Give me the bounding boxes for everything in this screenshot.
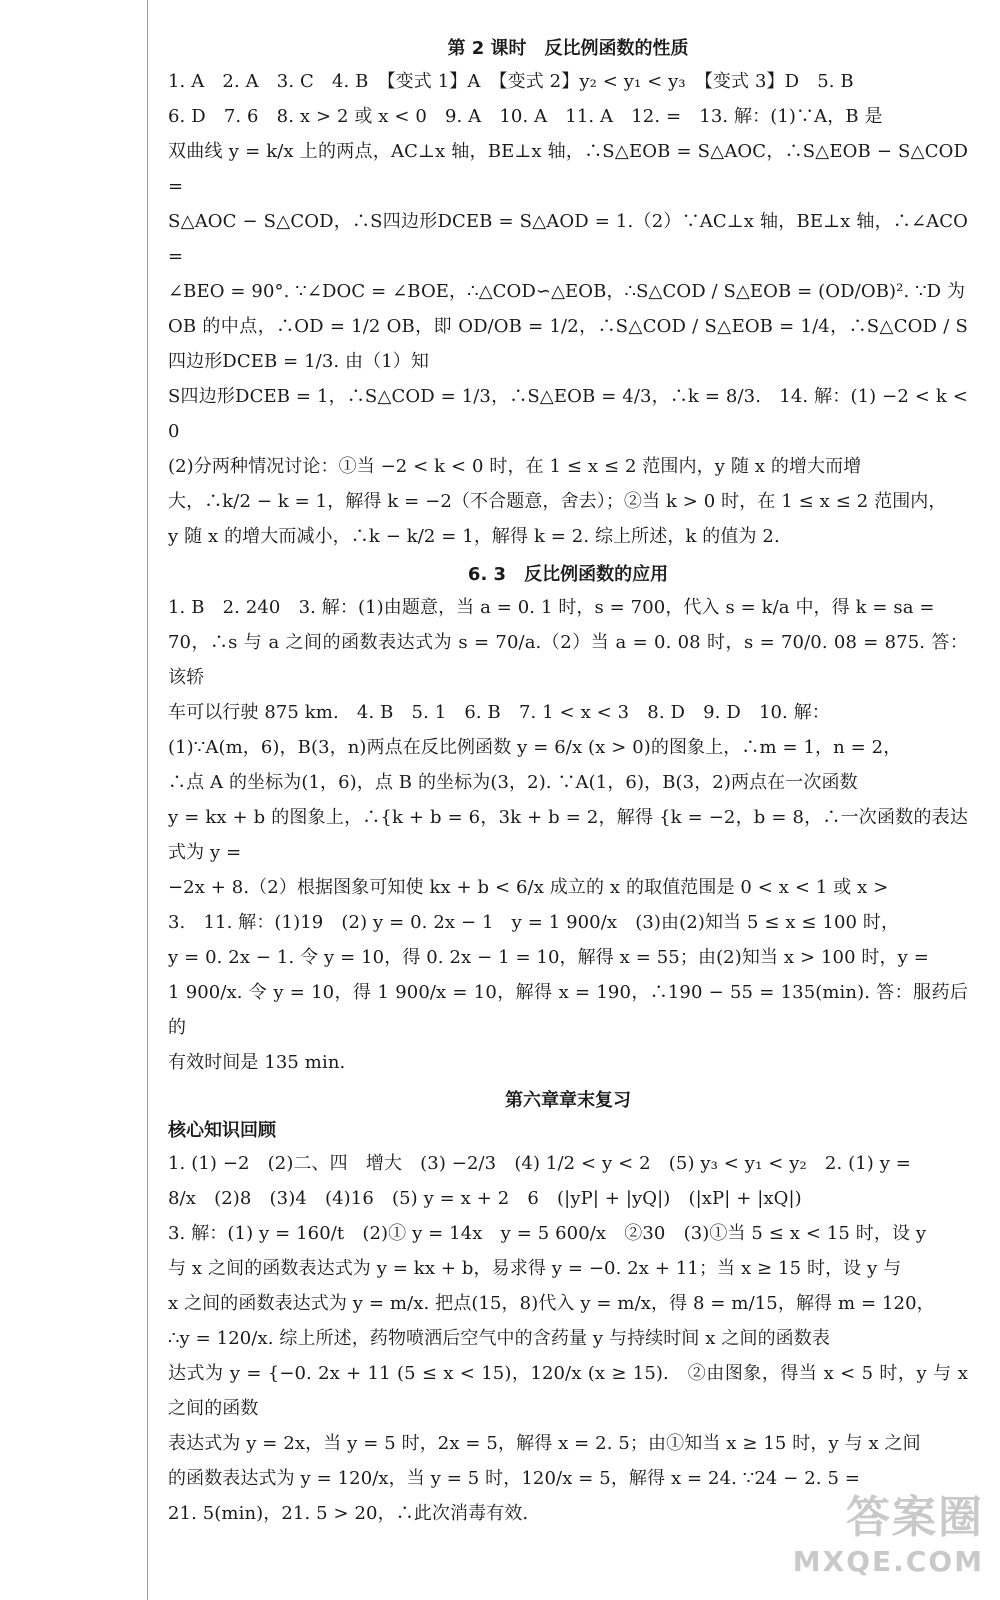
section-title: 6. 3 反比例函数的应用 <box>467 564 669 585</box>
text-line: 1. (1) −2 (2)二、四 增大 (3) −2/3 (4) 1/2 < y < 2 (5) y₃ < y₁ < y₂ 2. (1) y = <box>168 1153 911 1174</box>
text-line: y = kx + b 的图象上，∴{k + b = 6，3k + b = 2，解得 {k = −2，b = 8，∴一次函数的表达式为 y = <box>168 807 968 863</box>
page-margin-rule <box>147 0 148 1600</box>
text-line: 与 x 之间的函数表达式为 y = kx + b，易求得 y = −0. 2x + 11；当 x ≥ 15 时，设 y 与 <box>168 1258 902 1279</box>
text-line: 双曲线 y = k/x 上的两点，AC⊥x 轴，BE⊥x 轴，∴S△EOB = S△AOC，∴S△EOB − S△COD = <box>168 141 968 197</box>
section-title: 第六章章末复习 <box>505 1090 631 1111</box>
text-line: 的函数表达式为 y = 120/x，当 y = 5 时，120/x = 5，解得 x = 24. ∵24 − 2. 5 = <box>168 1468 861 1489</box>
text-line: ∠BEO = 90°. ∵∠DOC = ∠BOE，∴△COD∽△EOB，∴S△COD / S△EOB = (OD/OB)². ∵D 为 <box>168 281 966 302</box>
text-line: 3. 解：(1) y = 160/t (2)① y = 14x y = 5 600/x ②30 (3)①当 5 ≤ x < 15 时，设 y <box>168 1223 927 1244</box>
text-line: 70，∴s 与 a 之间的函数表达式为 s = 70/a.（2）当 a = 0. 08 时，s = 70/0. 08 = 875. 答：该轿 <box>168 632 968 688</box>
text-line: S四边形DCEB = 1，∴S△COD = 1/3，∴S△EOB = 4/3，∴k = 8/3. 14. 解：(1) −2 < k < 0 <box>168 386 968 442</box>
section-subheading: 核心知识回顾 <box>168 1120 276 1141</box>
watermark-text: 答案圈 <box>846 1492 984 1543</box>
text-line: (2)分两种情况讨论：①当 −2 < k < 0 时，在 1 ≤ x ≤ 2 范围内，y 随 x 的增大而增 <box>168 456 862 477</box>
text-line: ∴点 A 的坐标为(1，6)，点 B 的坐标为(3，2). ∵A(1，6)，B(3，2)两点在一次函数 <box>168 772 858 793</box>
text-line: (1)∵A(m，6)，B(3，n)两点在反比例函数 y = 6/x (x > 0)的图象上，∴m = 1，n = 2， <box>168 737 902 758</box>
section-title: 第 2 课时 反比例函数的性质 <box>447 38 689 59</box>
text-line: S△AOC − S△COD，∴S四边形DCEB = S△AOD = 1.（2）∵AC⊥x 轴，BE⊥x 轴，∴∠ACO = <box>168 211 968 267</box>
watermark-logo <box>793 1481 984 1578</box>
text-line: y = 0. 2x − 1. 令 y = 10，得 0. 2x − 1 = 10，解得 x = 55；由(2)知当 x > 100 时，y = <box>168 947 929 968</box>
text-line: 6. D 7. 6 8. x > 2 或 x < 0 9. A 10. A 11. A 12. = 13. 解：(1)∵A，B 是 <box>168 106 883 127</box>
text-line: 3. 11. 解：(1)19 (2) y = 0. 2x − 1 y = 1 900/x (3)由(2)知当 5 ≤ x ≤ 100 时， <box>168 912 900 933</box>
text-line: 1 900/x. 令 y = 10，得 1 900/x = 10，解得 x = 190，∴190 − 55 = 135(min). 答：服药后的 <box>168 982 968 1038</box>
text-line: 1. A 2. A 3. C 4. B 【变式 1】A 【变式 2】y₂ < y₁ < y₃ 【变式 3】D 5. B <box>168 71 854 92</box>
text-line: 1. B 2. 240 3. 解：(1)由题意，当 a = 0. 1 时，s = 700，代入 s = k/a 中，得 k = sa = <box>168 597 935 618</box>
text-line: 8/x (2)8 (3)4 (4)16 (5) y = x + 2 6 (|yP| + |yQ|) (|xP| + |xQ|) <box>168 1188 802 1209</box>
text-line: 大，∴k/2 − k = 1，解得 k = −2（不合题意，舍去）；②当 k > 0 时，在 1 ≤ x ≤ 2 范围内， <box>168 491 947 512</box>
section-body <box>168 1146 968 1531</box>
text-line: −2x + 8.（2）根据图象可知使 kx + b < 6/x 成立的 x 的取值范围是 0 < x < 1 或 x > <box>168 877 889 898</box>
watermark-url: MXQE.COM <box>792 1545 984 1578</box>
text-line: ∴y = 120/x. 综上所述，药物喷洒后空气中的含药量 y 与持续时间 x 之间的函数表 <box>168 1328 830 1349</box>
section-body <box>168 590 968 1080</box>
text-line: 有效时间是 135 min. <box>168 1052 346 1073</box>
text-line: x 之间的函数表达式为 y = m/x. 把点(15，8)代入 y = m/x，得 8 = m/15，解得 m = 120， <box>168 1293 935 1314</box>
text-line: 达式为 y = {−0. 2x + 11 (5 ≤ x < 15)，120/x (x ≥ 15). ②由图象，得当 x < 5 时，y 与 x 之间的函数 <box>168 1363 968 1419</box>
text-line: 21. 5(min)，21. 5 > 20，∴此次消毒有效. <box>168 1503 529 1524</box>
section-body <box>168 64 968 554</box>
text-line: 表达式为 y = 2x，当 y = 5 时，2x = 5，解得 x = 2. 5；由①知当 x ≥ 15 时，y 与 x 之间 <box>168 1433 921 1454</box>
answer-page <box>168 28 968 1531</box>
text-line: y 随 x 的增大而减小，∴k − k/2 = 1，解得 k = 2. 综上所述，k 的值为 2. <box>168 526 780 547</box>
text-line: OB 的中点，∴OD = 1/2 OB，即 OD/OB = 1/2，∴S△COD / S△EOB = 1/4，∴S△COD / S四边形DCEB = 1/3. 由（1）知 <box>168 316 968 372</box>
text-line: 车可以行驶 875 km. 4. B 5. 1 6. B 7. 1 < x < 3 8. D 9. D 10. 解： <box>168 702 830 723</box>
